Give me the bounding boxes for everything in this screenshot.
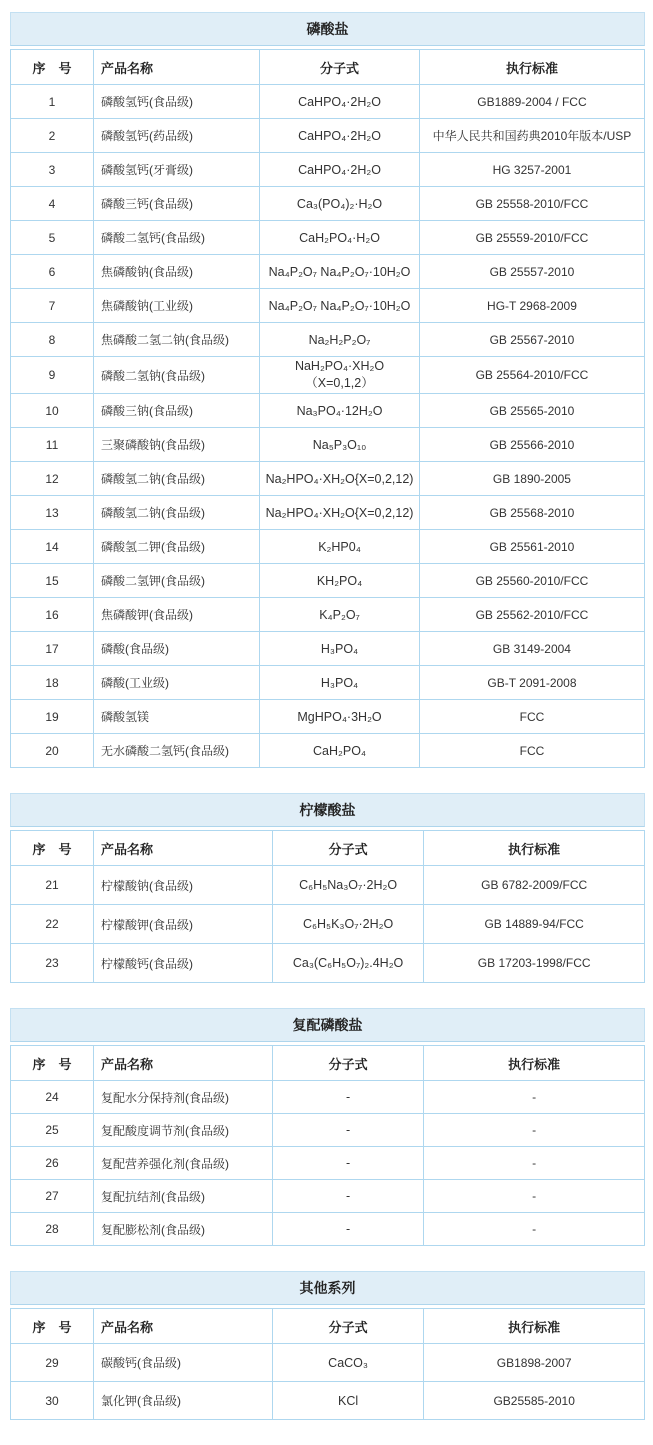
product-name: 柠檬酸钾(食品级) (94, 905, 273, 944)
table-row (11, 734, 645, 768)
formula: Na₂HPO₄·XH₂O{X=0,2,12) (260, 462, 420, 496)
col-header-no: 序 号 (11, 50, 94, 85)
section-title: 复配磷酸盐 (10, 1008, 645, 1042)
table-row (11, 428, 645, 462)
row-no: 6 (11, 255, 94, 289)
section-title: 磷酸盐 (10, 12, 645, 46)
formula: Na₄P₂O₇ Na₄P₂O₇·10H₂O (260, 255, 420, 289)
product-name: 柠檬酸钠(食品级) (94, 866, 273, 905)
table-row (11, 700, 645, 734)
product-name: 磷酸氢钙(药品级) (94, 119, 260, 153)
formula: - (272, 1147, 424, 1180)
table-row (11, 1081, 645, 1114)
formula: MgHPO₄·3H₂O (260, 700, 420, 734)
row-no: 1 (11, 85, 94, 119)
product-name: 磷酸二氢钙(食品级) (94, 221, 260, 255)
table-row (11, 85, 645, 119)
standard: HG 3257-2001 (419, 153, 644, 187)
standard: GB 25562-2010/FCC (419, 598, 644, 632)
row-no: 26 (11, 1147, 94, 1180)
standard: - (424, 1180, 645, 1213)
formula: CaHPO₄·2H₂O (260, 119, 420, 153)
table-row (11, 905, 645, 944)
product-name: 磷酸二氢钾(食品级) (94, 564, 260, 598)
section-title: 柠檬酸盐 (10, 793, 645, 827)
standard: GB 25558-2010/FCC (419, 187, 644, 221)
formula: K₂HP0₄ (260, 530, 420, 564)
standard: GB 25560-2010/FCC (419, 564, 644, 598)
col-header-no: 序 号 (11, 1309, 94, 1344)
row-no: 28 (11, 1213, 94, 1246)
table-phosphates (10, 49, 645, 768)
col-header-name: 产品名称 (94, 1309, 273, 1344)
table-row (11, 1180, 645, 1213)
table-row (11, 255, 645, 289)
standard: HG-T 2968-2009 (419, 289, 644, 323)
table-row (11, 357, 645, 394)
standard: GB25585-2010 (424, 1382, 645, 1420)
formula: - (272, 1213, 424, 1246)
table-row (11, 530, 645, 564)
row-no: 15 (11, 564, 94, 598)
row-no: 23 (11, 944, 94, 983)
standard: GB 14889-94/FCC (424, 905, 645, 944)
product-name: 磷酸二氢钠(食品级) (94, 357, 260, 394)
standard: - (424, 1081, 645, 1114)
row-no: 10 (11, 394, 94, 428)
product-name: 复配酸度调节剂(食品级) (94, 1114, 273, 1147)
standard: GB 1890-2005 (419, 462, 644, 496)
table-row (11, 221, 645, 255)
col-header-standard: 执行标准 (424, 1046, 645, 1081)
row-no: 9 (11, 357, 94, 394)
table-row (11, 496, 645, 530)
table-row (11, 598, 645, 632)
col-header-no: 序 号 (11, 1046, 94, 1081)
formula: CaHPO₄·2H₂O (260, 153, 420, 187)
standard: GB 17203-1998/FCC (424, 944, 645, 983)
table-row (11, 1344, 645, 1382)
row-no: 12 (11, 462, 94, 496)
col-header-name: 产品名称 (94, 1046, 273, 1081)
formula: Ca₃(C₆H₅O₇)₂.4H₂O (272, 944, 424, 983)
formula: NaH₂PO₄·XH₂O（X=0,1,2） (260, 357, 420, 394)
formula: CaH₂PO₄·H₂O (260, 221, 420, 255)
formula: Na₃PO₄·12H₂O (260, 394, 420, 428)
row-no: 14 (11, 530, 94, 564)
formula: Na₂HPO₄·XH₂O{X=0,2,12) (260, 496, 420, 530)
col-header-formula: 分子式 (272, 1309, 424, 1344)
formula: - (272, 1180, 424, 1213)
table-row (11, 1382, 645, 1420)
section-phosphates (10, 12, 645, 768)
product-name: 柠檬酸钙(食品级) (94, 944, 273, 983)
product-name: 磷酸(食品级) (94, 632, 260, 666)
product-name: 无水磷酸二氢钙(食品级) (94, 734, 260, 768)
formula: Ca₃(PO₄)₂·H₂O (260, 187, 420, 221)
product-name: 复配水分保持剂(食品级) (94, 1081, 273, 1114)
product-name: 焦磷酸钾(食品级) (94, 598, 260, 632)
standard: FCC (419, 734, 644, 768)
col-header-formula: 分子式 (260, 50, 420, 85)
table-compound-phosphates (10, 1045, 645, 1246)
product-name: 碳酸钙(食品级) (94, 1344, 273, 1382)
table-row (11, 1114, 645, 1147)
row-no: 22 (11, 905, 94, 944)
row-no: 7 (11, 289, 94, 323)
product-name: 氯化钾(食品级) (94, 1382, 273, 1420)
product-name: 复配抗结剂(食品级) (94, 1180, 273, 1213)
product-name: 磷酸氢二钠(食品级) (94, 462, 260, 496)
standard: GB1898-2007 (424, 1344, 645, 1382)
formula: KH₂PO₄ (260, 564, 420, 598)
standard: GB 25561-2010 (419, 530, 644, 564)
table-row (11, 1147, 645, 1180)
header-row (11, 831, 645, 866)
table-others (10, 1308, 645, 1420)
formula: Na₅P₃O₁₀ (260, 428, 420, 462)
row-no: 25 (11, 1114, 94, 1147)
row-no: 19 (11, 700, 94, 734)
product-name: 磷酸三钙(食品级) (94, 187, 260, 221)
product-name: 磷酸三钠(食品级) (94, 394, 260, 428)
table-row (11, 323, 645, 357)
row-no: 27 (11, 1180, 94, 1213)
formula: CaH₂PO₄ (260, 734, 420, 768)
product-name: 磷酸氢镁 (94, 700, 260, 734)
col-header-name: 产品名称 (94, 831, 273, 866)
row-no: 24 (11, 1081, 94, 1114)
row-no: 18 (11, 666, 94, 700)
standard: GB1889-2004 / FCC (419, 85, 644, 119)
formula: CaHPO₄·2H₂O (260, 85, 420, 119)
formula: KCl (272, 1382, 424, 1420)
standard: GB 25568-2010 (419, 496, 644, 530)
table-row (11, 119, 645, 153)
row-no: 8 (11, 323, 94, 357)
formula: H₃PO₄ (260, 632, 420, 666)
standard: GB 25567-2010 (419, 323, 644, 357)
formula: C₆H₅K₃O₇·2H₂O (272, 905, 424, 944)
formula: K₄P₂O₇ (260, 598, 420, 632)
standard: FCC (419, 700, 644, 734)
header-row (11, 1309, 645, 1344)
standard: - (424, 1114, 645, 1147)
row-no: 30 (11, 1382, 94, 1420)
row-no: 20 (11, 734, 94, 768)
standard: GB 25565-2010 (419, 394, 644, 428)
col-header-name: 产品名称 (94, 50, 260, 85)
product-name: 磷酸氢钙(食品级) (94, 85, 260, 119)
standard: GB 25559-2010/FCC (419, 221, 644, 255)
product-name: 焦磷酸钠(工业级) (94, 289, 260, 323)
product-name: 复配膨松剂(食品级) (94, 1213, 273, 1246)
standard: - (424, 1213, 645, 1246)
product-name: 复配营养强化剂(食品级) (94, 1147, 273, 1180)
formula: Na₄P₂O₇ Na₄P₂O₇·10H₂O (260, 289, 420, 323)
product-name: 磷酸氢二钾(食品级) (94, 530, 260, 564)
row-no: 5 (11, 221, 94, 255)
table-row (11, 564, 645, 598)
product-name: 磷酸氢钙(牙膏级) (94, 153, 260, 187)
standard: - (424, 1147, 645, 1180)
standard: GB 25557-2010 (419, 255, 644, 289)
header-row (11, 1046, 645, 1081)
row-no: 11 (11, 428, 94, 462)
product-name: 磷酸(工业级) (94, 666, 260, 700)
section-citrates (10, 793, 645, 983)
row-no: 4 (11, 187, 94, 221)
formula: - (272, 1081, 424, 1114)
row-no: 21 (11, 866, 94, 905)
product-name: 磷酸氢二钠(食品级) (94, 496, 260, 530)
col-header-formula: 分子式 (272, 1046, 424, 1081)
formula: - (272, 1114, 424, 1147)
product-name: 三聚磷酸钠(食品级) (94, 428, 260, 462)
table-row (11, 1213, 645, 1246)
row-no: 13 (11, 496, 94, 530)
row-no: 3 (11, 153, 94, 187)
table-row (11, 289, 645, 323)
col-header-standard: 执行标准 (419, 50, 644, 85)
formula: CaCO₃ (272, 1344, 424, 1382)
row-no: 2 (11, 119, 94, 153)
standard: GB 25566-2010 (419, 428, 644, 462)
row-no: 16 (11, 598, 94, 632)
table-row (11, 394, 645, 428)
table-row (11, 632, 645, 666)
table-row (11, 153, 645, 187)
formula: H₃PO₄ (260, 666, 420, 700)
section-compound-phosphates (10, 1008, 645, 1246)
col-header-no: 序 号 (11, 831, 94, 866)
section-title: 其他系列 (10, 1271, 645, 1305)
col-header-standard: 执行标准 (424, 1309, 645, 1344)
table-row (11, 462, 645, 496)
table-row (11, 944, 645, 983)
formula: Na₂H₂P₂O₇ (260, 323, 420, 357)
standard: GB 6782-2009/FCC (424, 866, 645, 905)
col-header-standard: 执行标准 (424, 831, 645, 866)
standard: 中华人民共和国药典2010年版本/USP (419, 119, 644, 153)
col-header-formula: 分子式 (272, 831, 424, 866)
table-row (11, 187, 645, 221)
formula: C₆H₅Na₃O₇·2H₂O (272, 866, 424, 905)
row-no: 29 (11, 1344, 94, 1382)
table-row (11, 866, 645, 905)
table-citrates (10, 830, 645, 983)
header-row (11, 50, 645, 85)
table-row (11, 666, 645, 700)
standard: GB-T 2091-2008 (419, 666, 644, 700)
standard: GB 25564-2010/FCC (419, 357, 644, 394)
product-name: 焦磷酸二氢二钠(食品级) (94, 323, 260, 357)
row-no: 17 (11, 632, 94, 666)
product-name: 焦磷酸钠(食品级) (94, 255, 260, 289)
section-others (10, 1271, 645, 1420)
standard: GB 3149-2004 (419, 632, 644, 666)
